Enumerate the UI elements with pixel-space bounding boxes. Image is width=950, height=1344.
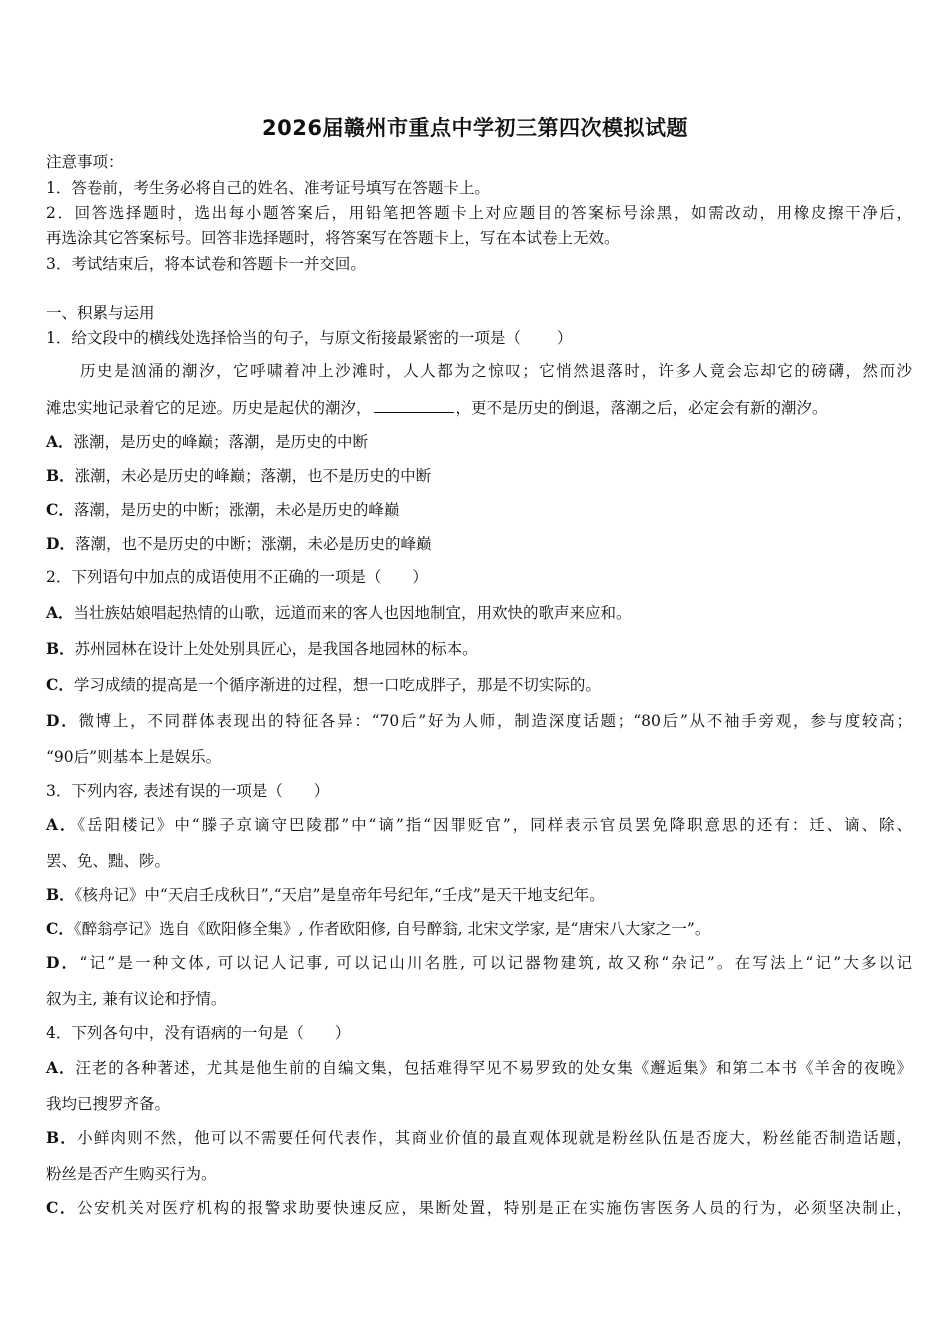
notice-item-1: 1．答卷前，考生务必将自己的姓名、准考证号填写在答题卡上。 <box>46 179 490 197</box>
question-4-option-c <box>46 1198 912 1218</box>
question-4-option-a-cont: 我均已搜罗齐备。 <box>46 1095 171 1113</box>
question-3-option-d-cont: 叙为主, 兼有议论和抒情。 <box>46 990 227 1008</box>
option-label: D． <box>46 711 79 730</box>
option-text: 汪老的各种著述，尤其是他生前的自编文集，包括难得罕见不易罗致的处女集《邂逅集》和第二本书《羊舍的夜晚》 <box>75 1059 912 1077</box>
option-text: 学习成绩的提高是一个循序渐进的过程，想一口吃成胖子，那是不切实际的。 <box>73 676 601 694</box>
question-3-option-b <box>46 885 912 905</box>
option-text: 《醉翁亭记》选自《欧阳修全集》, 作者欧阳修, 自号醉翁, 北宋文学家, 是“唐宋八大家之一”。 <box>73 920 711 938</box>
question-4-stem: 4．下列各句中，没有语病的一句是（ ） <box>46 1024 351 1042</box>
option-label: D． <box>46 534 75 553</box>
section-heading: 一、积累与运用 <box>46 304 155 322</box>
question-3-option-c <box>46 919 912 939</box>
question-1-passage-text-a: 滩忠实地记录着它的足迹。历史是起伏的潮汐， <box>46 399 372 417</box>
question-3-option-d <box>46 953 912 973</box>
question-1-option-b <box>46 466 912 486</box>
option-label: A． <box>46 603 74 622</box>
question-2-option-b <box>46 639 912 659</box>
option-label: B． <box>46 885 75 904</box>
option-text: 涨潮，是历史的峰巅；落潮，是历史的中断 <box>73 433 369 451</box>
option-text: 小鲜肉则不然，他可以不需要任何代表作，其商业价值的最直观体现就是粉丝队伍是否庞大，粉丝能否制造话题， <box>77 1129 912 1147</box>
question-1-option-d <box>46 534 912 554</box>
question-1-option-a <box>46 432 912 452</box>
question-2-stem: 2．下列语句中加点的成语使用不正确的一项是（ ） <box>46 568 428 586</box>
option-text: 落潮，也不是历史的中断；涨潮，未必是历史的峰巅 <box>74 535 432 553</box>
page-title: 2026届赣州市重点中学初三第四次模拟试题 <box>262 116 688 140</box>
option-text: 《岳阳楼记》中“滕子京谪守巴陵郡”中“谪”指“因罪贬官”，同样表示官员罢免降职意思的还有：迁、谪、除、 <box>77 816 912 834</box>
notice-item-2: 2．回答选择题时，选出每小题答案后，用铅笔把答题卡上对应题目的答案标号涂黑，如需改动，用橡皮擦干净后， <box>46 204 912 222</box>
option-text: 《核舟记》中“天启壬戌秋日”,“天启”是皇帝年号纪年,“壬戌”是天干地支纪年。 <box>74 886 605 904</box>
option-label: A． <box>46 432 74 451</box>
question-1-passage-line-2 <box>46 398 912 418</box>
option-label: D． <box>46 953 80 972</box>
notice-item-3: 3．考试结束后，将本试卷和答题卡一并交回。 <box>46 255 366 273</box>
question-1-blank <box>374 398 454 413</box>
question-2-option-a <box>46 603 912 623</box>
option-text: 涨潮，未必是历史的峰巅；落潮，也不是历史的中断 <box>74 467 432 485</box>
option-text: 当壮族姑娘唱起热情的山歌，远道而来的客人也因地制宜，用欢快的歌声来应和。 <box>73 604 632 622</box>
option-label: C． <box>46 1198 77 1217</box>
question-2-option-d-cont: “90后”则基本上是娱乐。 <box>46 748 222 766</box>
question-4-option-b <box>46 1128 912 1148</box>
question-2-option-d <box>46 711 912 731</box>
option-text: 苏州园林在设计上处处别具匠心，是我国各地园林的标本。 <box>74 640 478 658</box>
question-1-passage-text-b: ，更不是历史的倒退，落潮之后，必定会有新的潮汐。 <box>455 399 828 417</box>
option-text: 公安机关对医疗机构的报警求助要快速反应，果断处置，特别是正在实施伤害医务人员的行为，必须坚决制止， <box>76 1199 912 1217</box>
question-1-option-c <box>46 500 912 520</box>
option-text: 微博上，不同群体表现出的特征各异：“70后”好为人师，制造深度话题；“80后”从不袖手旁观，参与度较高； <box>78 712 912 730</box>
option-label: B． <box>46 639 75 658</box>
question-2-option-c <box>46 675 912 695</box>
option-label: C． <box>46 675 74 694</box>
question-1-stem-text: 1．给文段中的横线处选择恰当的句子，与原文衔接最紧密的一项是（ <box>46 329 521 347</box>
option-label: A． <box>46 1058 76 1077</box>
question-4-option-a <box>46 1058 912 1078</box>
option-text: “记”是一种文体, 可以记人记事, 可以记山川名胜, 可以记器物建筑, 故又称“杂记”。在写法上“记”大多以记 <box>79 954 912 972</box>
question-3-stem: 3．下列内容, 表述有误的一项是（ ） <box>46 782 330 800</box>
option-label: C． <box>46 500 74 519</box>
question-4-option-b-cont: 粉丝是否产生购买行为。 <box>46 1165 217 1183</box>
question-3-option-a <box>46 815 912 835</box>
option-label: C． <box>46 919 74 938</box>
option-label: A． <box>46 815 78 834</box>
question-3-option-a-cont: 罢、免、黜、陟。 <box>46 852 171 870</box>
option-label: B． <box>46 1128 78 1147</box>
question-1-stem <box>46 328 912 348</box>
notice-heading: 注意事项： <box>46 153 124 171</box>
notice-item-2-cont: 再选涂其它答案标号。回答非选择题时，将答案写在答题卡上，写在本试卷上无效。 <box>46 229 620 247</box>
question-1-passage-line-1: 历史是汹涌的潮汐，它呼啸着冲上沙滩时，人人都为之惊叹；它悄然退落时，许多人竟会忘却它的磅礴，然而沙 <box>80 362 912 380</box>
option-text: 落潮，是历史的中断；涨潮，未必是历史的峰巅 <box>73 501 400 519</box>
question-1-stem-close: ） <box>556 329 573 347</box>
option-label: B． <box>46 466 75 485</box>
